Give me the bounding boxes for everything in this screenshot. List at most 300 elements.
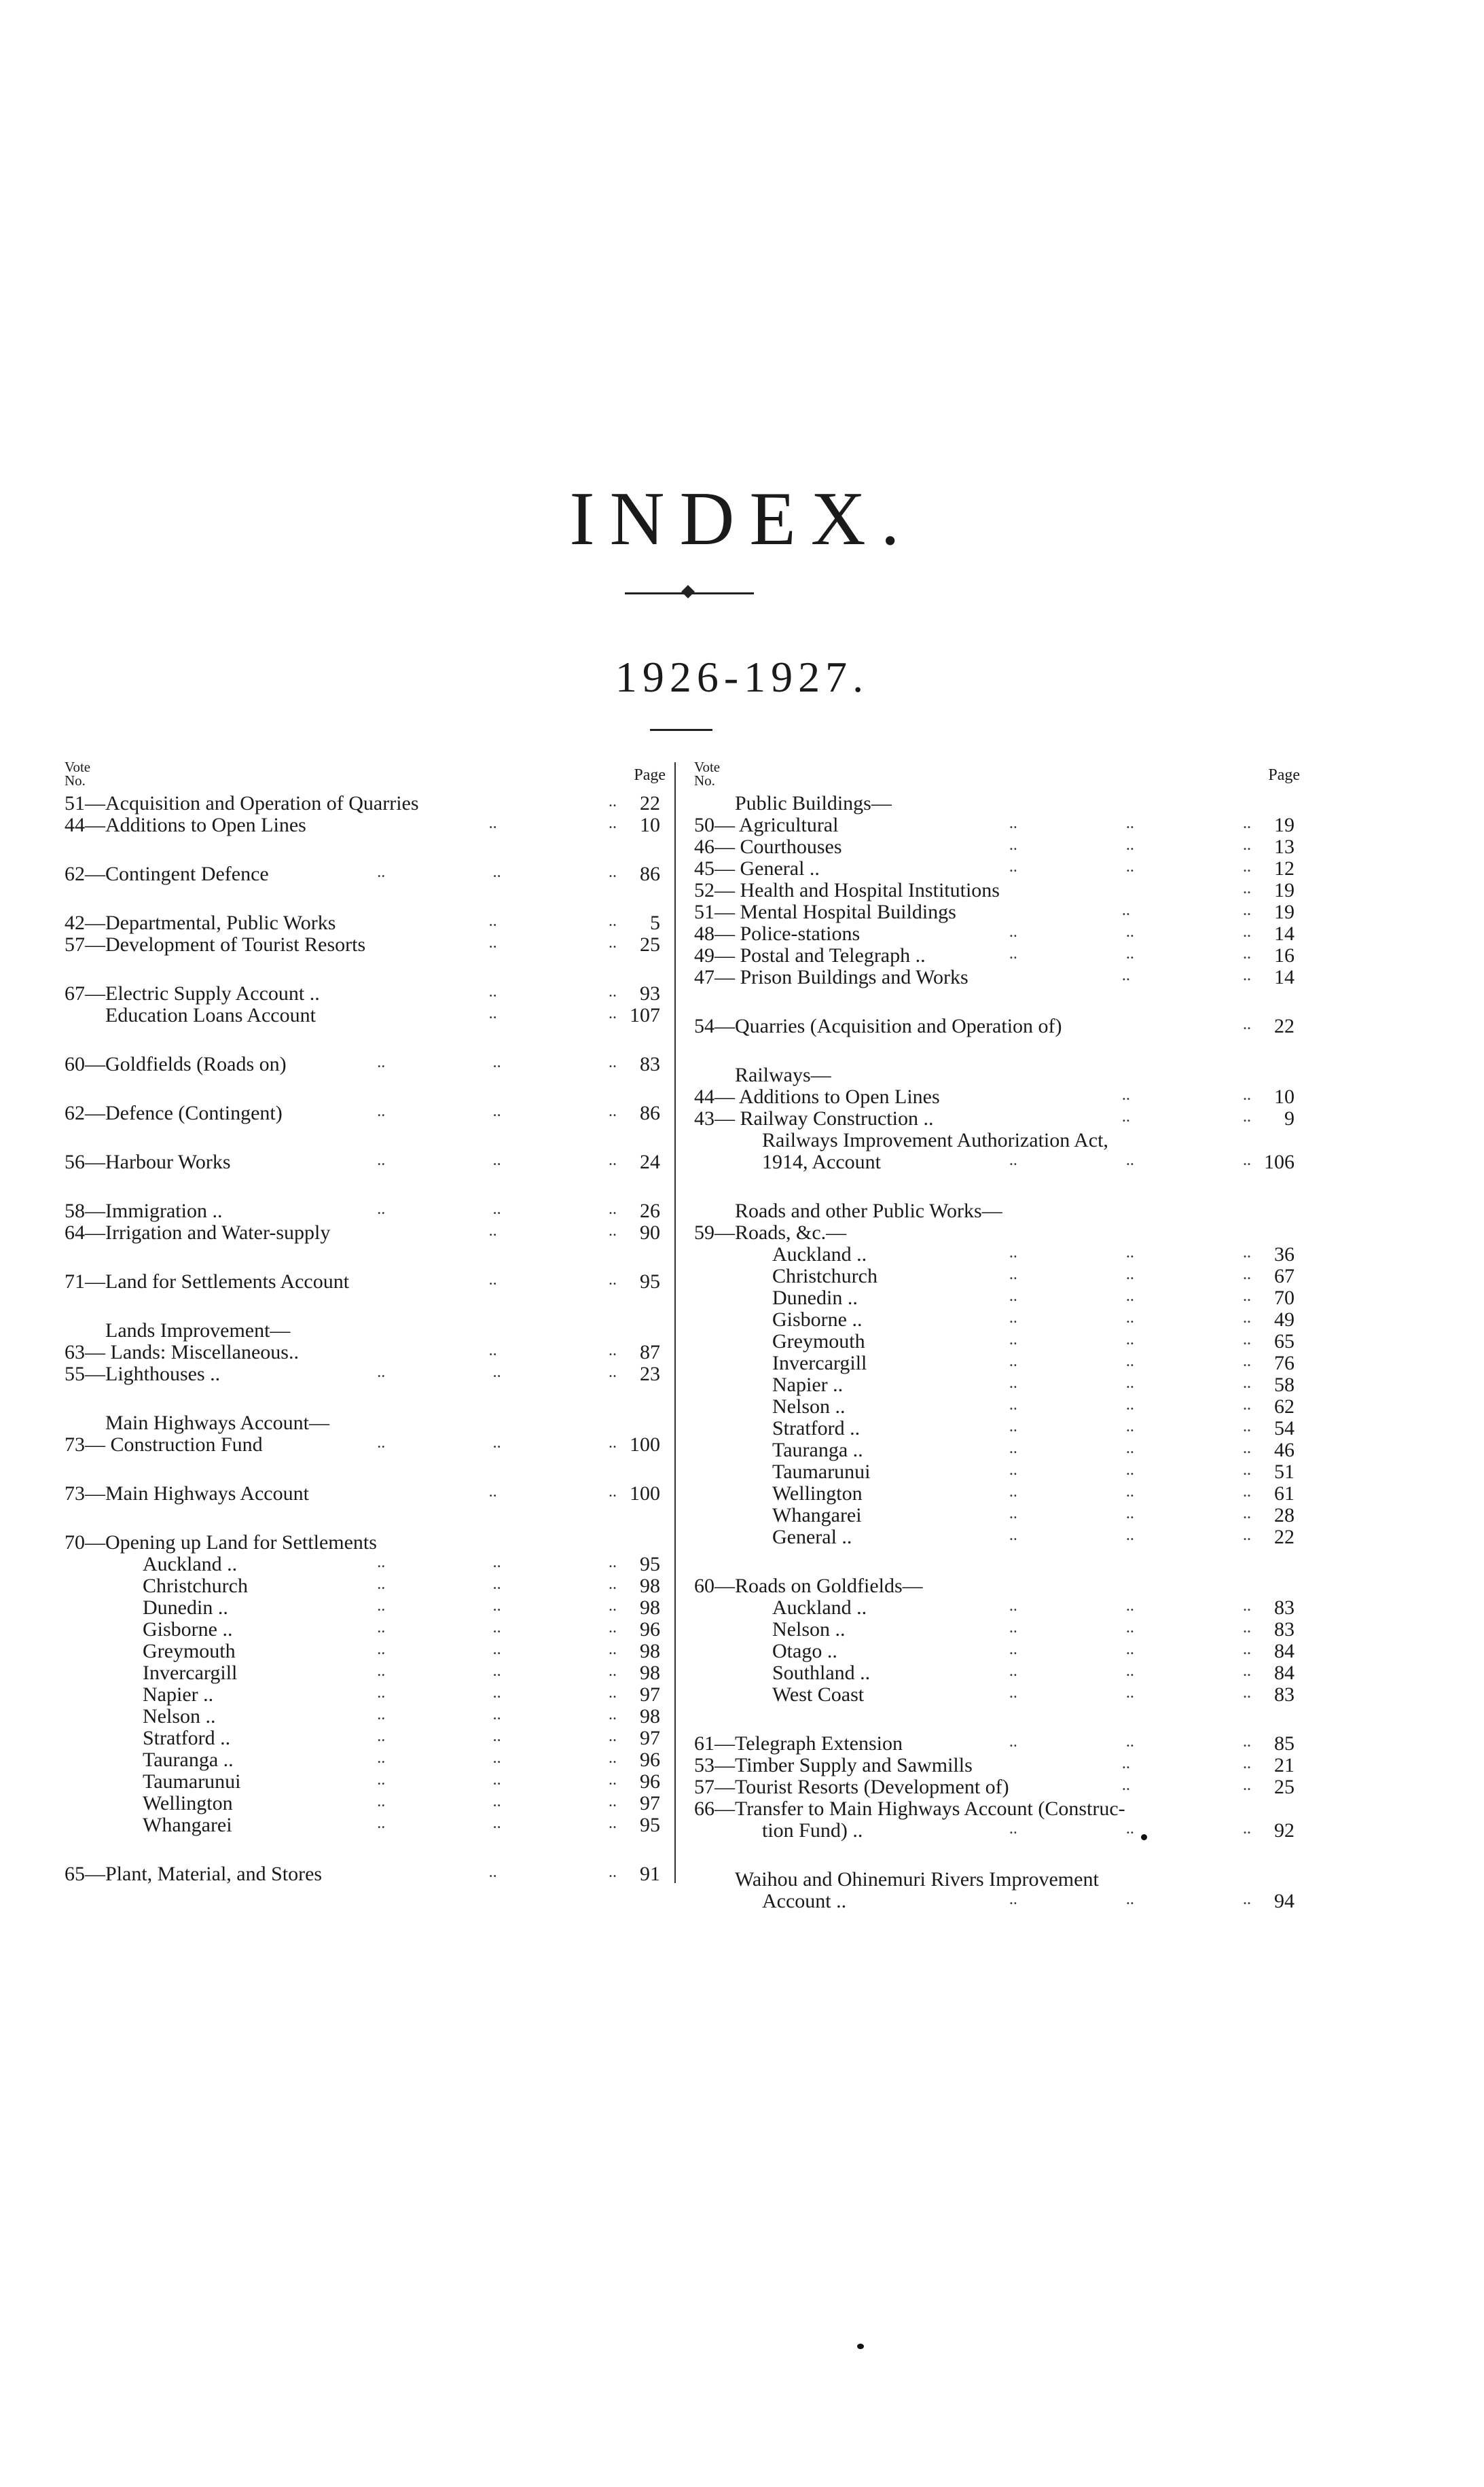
index-entry (65, 1641, 666, 1662)
leader-dots: .. .. .. (1009, 836, 1251, 854)
index-entry (65, 1200, 666, 1222)
entry-label: 57—Development of Tourist Resorts (65, 933, 366, 956)
entry-label: 57—Tourist Resorts (Development of) (694, 1776, 1009, 1798)
page-number: 83 (1274, 1618, 1295, 1641)
index-entry (694, 1396, 1300, 1418)
index-entry (65, 1103, 666, 1124)
index-entry (694, 1130, 1300, 1151)
page-number: 106 (1264, 1151, 1295, 1173)
page-number: 96 (640, 1749, 660, 1771)
entry-label: Dunedin .. (772, 1287, 858, 1309)
index-entry (694, 815, 1300, 836)
entry-label: Wellington (143, 1792, 233, 1814)
leader-dots: .. .. .. (377, 1554, 617, 1571)
page-number: 21 (1274, 1754, 1295, 1776)
leader-dots: .. .. (488, 934, 617, 952)
index-entry (694, 1597, 1300, 1619)
entry-label: Tauranga .. (143, 1749, 234, 1771)
entry-label: 49— Postal and Telegraph .. (694, 944, 926, 967)
page-number: 100 (630, 1482, 660, 1505)
page-number: 25 (640, 933, 660, 956)
index-entry (694, 1733, 1300, 1755)
index-entry (65, 1728, 666, 1749)
leader-dots: .. .. (488, 1863, 617, 1881)
leader-dots: .. .. .. (1009, 1820, 1251, 1838)
entry-label: 54—Quarries (Acquisition and Operation of) (694, 1015, 1062, 1037)
entry-label: Nelson .. (143, 1705, 216, 1728)
leader-dots: .. .. (1121, 901, 1251, 919)
entry-label: 73— Construction Fund (65, 1433, 263, 1456)
leader-dots: .. .. .. (1009, 1461, 1251, 1479)
index-entry (694, 1891, 1300, 1912)
page-number: 65 (1274, 1330, 1295, 1353)
entry-label: 59—Roads, &c.— (694, 1221, 847, 1244)
page-number: 98 (640, 1640, 660, 1662)
diamond-ornament-icon (681, 585, 695, 598)
entry-label: 65—Plant, Material, and Stores (65, 1863, 323, 1885)
entry-label: Invercargill (772, 1352, 867, 1374)
index-entry (694, 1662, 1300, 1684)
entry-label: 71—Land for Settlements Account (65, 1270, 350, 1293)
entry-label: 1914, Account (762, 1151, 881, 1173)
leader-dots: .. .. .. (377, 1793, 617, 1810)
leader-dots: .. .. .. (1009, 1396, 1251, 1414)
entry-label: Auckland .. (772, 1243, 867, 1266)
leader-dots: .. .. (1121, 1776, 1251, 1794)
leader-dots: .. .. .. (377, 1200, 617, 1218)
index-entry (694, 1016, 1300, 1037)
page-number: 97 (640, 1683, 660, 1706)
index-entry (694, 1483, 1300, 1505)
page-number: 83 (1274, 1596, 1295, 1619)
index-entry (694, 1776, 1300, 1798)
page-number: 76 (1274, 1352, 1295, 1374)
index-entry (694, 1222, 1300, 1244)
leader-dots: .. .. .. (377, 1363, 617, 1381)
leader-dots: .. .. .. (377, 1728, 617, 1745)
entry-label: Tauranga .. (772, 1439, 863, 1461)
entry-label: 48— Police-stations (694, 923, 861, 945)
page-number: 19 (1274, 879, 1295, 901)
leader-dots: .. .. .. (377, 1597, 617, 1615)
page-number: 13 (1274, 836, 1295, 858)
entry-label: 51— Mental Hospital Buildings (694, 901, 956, 923)
index-entry (65, 1434, 666, 1456)
index-entry (694, 1200, 1300, 1222)
entry-label: 58—Immigration .. (65, 1200, 223, 1222)
entry-label: Greymouth (772, 1330, 865, 1353)
page-number: 5 (650, 912, 660, 934)
page-number: 95 (640, 1553, 660, 1575)
entry-label: Christchurch (772, 1265, 877, 1287)
column-divider (674, 762, 676, 1883)
right-entries (694, 793, 1300, 1912)
index-entry (65, 1271, 666, 1293)
index-entry (694, 1575, 1300, 1597)
entry-label: 42—Departmental, Public Works (65, 912, 336, 934)
leader-dots: .. (609, 793, 617, 810)
index-entry (694, 1869, 1300, 1891)
index-entry (65, 815, 666, 836)
entry-label: Taumarunui (772, 1461, 871, 1483)
index-entry (65, 912, 666, 934)
page-number: 96 (640, 1618, 660, 1641)
page-number: 67 (1274, 1265, 1295, 1287)
index-entry (65, 1771, 666, 1793)
index-entry (694, 1461, 1300, 1483)
page-number: 90 (640, 1221, 660, 1244)
leader-dots: .. .. .. (377, 1434, 617, 1452)
index-entry (694, 1526, 1300, 1548)
index-entry (694, 1287, 1300, 1309)
entry-label: 56—Harbour Works (65, 1151, 231, 1173)
index-entry (694, 1086, 1300, 1108)
entry-label: 45— General .. (694, 857, 820, 880)
leader-dots: .. .. .. (1009, 1309, 1251, 1327)
index-entry (694, 1244, 1300, 1266)
leader-dots: .. .. (488, 983, 617, 1001)
leader-dots: .. .. .. (377, 1619, 617, 1636)
entry-label: 55—Lighthouses .. (65, 1363, 221, 1385)
index-entry (65, 1532, 666, 1554)
entry-label: Railways Improvement Authorization Act, (762, 1129, 1108, 1151)
entry-label: Whangarei (143, 1814, 232, 1836)
page-number: 70 (1274, 1287, 1295, 1309)
index-entry (694, 1755, 1300, 1776)
index-entry (694, 923, 1300, 945)
year-rule (650, 729, 712, 731)
entry-label: Main Highways Account— (105, 1412, 329, 1434)
entry-label: Education Loans Account (105, 1004, 316, 1026)
page-number: 84 (1274, 1640, 1295, 1662)
entry-label: 47— Prison Buildings and Works (694, 966, 969, 988)
index-entry (694, 1064, 1300, 1086)
entry-label: Stratford .. (772, 1417, 861, 1439)
right-column-header (694, 757, 1300, 793)
entry-label: Whangarei (772, 1504, 862, 1526)
page-number: 107 (630, 1004, 660, 1026)
entry-label: 64—Irrigation and Water-supply (65, 1221, 331, 1244)
entry-label: Christchurch (143, 1575, 248, 1597)
page-number: 51 (1274, 1461, 1295, 1483)
entry-label: Wellington (772, 1482, 863, 1505)
entry-label: 51—Acquisition and Operation of Quarries (65, 792, 419, 815)
leader-dots: .. .. .. (377, 1054, 617, 1071)
leader-dots: .. .. (1121, 1108, 1251, 1126)
leader-dots: .. .. .. (377, 1684, 617, 1702)
page-number: 36 (1274, 1243, 1295, 1266)
leader-dots: .. .. .. (377, 1151, 617, 1169)
leader-dots: .. .. .. (1009, 1353, 1251, 1370)
leader-dots: .. .. .. (1009, 1662, 1251, 1680)
page-number: 10 (1274, 1086, 1295, 1108)
index-entry (694, 1619, 1300, 1641)
page-number: 83 (640, 1053, 660, 1075)
page-number: 22 (640, 792, 660, 815)
entry-label: Gisborne .. (772, 1308, 863, 1331)
page-number: 24 (640, 1151, 660, 1173)
page-number: 84 (1274, 1662, 1295, 1684)
page-number: 94 (1274, 1890, 1295, 1912)
leader-dots: .. .. .. (1009, 1641, 1251, 1658)
entry-label: Southland .. (772, 1662, 871, 1684)
page-number: 49 (1274, 1308, 1295, 1331)
index-entry (65, 1749, 666, 1771)
entry-label: Roads and other Public Works— (735, 1200, 1002, 1222)
page-number: 97 (640, 1792, 660, 1814)
page-number: 22 (1274, 1526, 1295, 1548)
leader-dots: .. .. .. (1009, 1505, 1251, 1522)
leader-dots: .. .. .. (1009, 945, 1251, 963)
entry-label: Otago .. (772, 1640, 837, 1662)
leader-dots: .. .. .. (377, 863, 617, 881)
leader-dots: .. .. .. (1009, 1483, 1251, 1501)
entry-label: 62—Contingent Defence (65, 863, 269, 885)
leader-dots: .. .. (488, 1271, 617, 1289)
page-number: 92 (1274, 1819, 1295, 1842)
index-entry (694, 858, 1300, 880)
printer-mark (1141, 1834, 1147, 1840)
page-number: 87 (640, 1341, 660, 1363)
page-header: Page (1268, 766, 1300, 784)
entry-label: 44— Additions to Open Lines (694, 1086, 940, 1108)
entry-label: 63— Lands: Miscellaneous.. (65, 1341, 299, 1363)
index-entry (65, 1054, 666, 1075)
vote-no-header: Vote No. (694, 759, 721, 789)
leader-dots: .. .. .. (1009, 1733, 1251, 1751)
page-number: 19 (1274, 814, 1295, 836)
page-number: 98 (640, 1596, 660, 1619)
vote-no-header: Vote No. (65, 759, 91, 789)
left-index-column (65, 757, 666, 1885)
index-entry (694, 1641, 1300, 1662)
index-entry (65, 1005, 666, 1026)
index-entry (65, 983, 666, 1005)
leader-dots: .. .. .. (1009, 1266, 1251, 1283)
left-column-header (65, 757, 666, 793)
index-entry (694, 1820, 1300, 1842)
entry-label: Auckland .. (772, 1596, 867, 1619)
leader-dots: .. .. .. (1009, 1418, 1251, 1435)
entry-label: 67—Electric Supply Account .. (65, 982, 320, 1005)
page-number: 98 (640, 1662, 660, 1684)
leader-dots: .. .. .. (1009, 1526, 1251, 1544)
index-entry (694, 1505, 1300, 1526)
index-entry (65, 793, 666, 815)
entry-label: 53—Timber Supply and Sawmills (694, 1754, 973, 1776)
index-entry (694, 880, 1300, 901)
index-entry (694, 1798, 1300, 1820)
leader-dots: .. .. .. (1009, 923, 1251, 941)
leader-dots: .. .. .. (1009, 1287, 1251, 1305)
page-number: 28 (1274, 1504, 1295, 1526)
index-entry (694, 1151, 1300, 1173)
page-number: 95 (640, 1270, 660, 1293)
index-entry (694, 1374, 1300, 1396)
entry-label: Nelson .. (772, 1618, 846, 1641)
printer-mark (857, 2344, 864, 2349)
leader-dots: .. .. .. (377, 1771, 617, 1789)
entry-label: Account .. (762, 1890, 847, 1912)
leader-dots: .. .. .. (1009, 1597, 1251, 1615)
entry-label: Napier .. (772, 1374, 844, 1396)
page-number: 12 (1274, 857, 1295, 880)
entry-label: Taumarunui (143, 1770, 241, 1793)
index-entry (65, 1554, 666, 1575)
index-entry (694, 1353, 1300, 1374)
index-entry (694, 945, 1300, 967)
page-number: 86 (640, 1102, 660, 1124)
entry-label: Napier .. (143, 1683, 214, 1706)
index-entry (65, 1363, 666, 1385)
page-number: 23 (640, 1363, 660, 1385)
index-entry (694, 1266, 1300, 1287)
leader-dots: .. .. (1121, 1755, 1251, 1772)
leader-dots: .. .. .. (1009, 1891, 1251, 1908)
index-entry (694, 793, 1300, 815)
entry-label: West Coast (772, 1683, 865, 1706)
entry-label: 44—Additions to Open Lines (65, 814, 306, 836)
entry-label: Greymouth (143, 1640, 236, 1662)
leader-dots: .. .. (488, 1483, 617, 1501)
index-entry (694, 836, 1300, 858)
index-entry (65, 1662, 666, 1684)
page-number: 97 (640, 1727, 660, 1749)
entry-label: Dunedin .. (143, 1596, 228, 1619)
entry-label: 73—Main Highways Account (65, 1482, 309, 1505)
page-title: INDEX. (569, 477, 915, 561)
index-entry (65, 1483, 666, 1505)
index-entry (65, 934, 666, 956)
leader-dots: .. .. .. (377, 1641, 617, 1658)
page-number: 86 (640, 863, 660, 885)
leader-dots: .. .. .. (1009, 1374, 1251, 1392)
year-range: 1926-1927. (615, 653, 869, 701)
index-entry (694, 967, 1300, 988)
index-entry (65, 1575, 666, 1597)
leader-dots: .. .. .. (377, 1575, 617, 1593)
page-number: 46 (1274, 1439, 1295, 1461)
entry-label: 50— Agricultural (694, 814, 839, 836)
entry-label: 60—Roads on Goldfields— (694, 1575, 923, 1597)
leader-dots: .. .. .. (1009, 1439, 1251, 1457)
leader-dots: .. .. (1121, 1086, 1251, 1104)
page-number: 61 (1274, 1482, 1295, 1505)
leader-dots: .. (1242, 880, 1251, 897)
leader-dots: .. .. (488, 1342, 617, 1359)
entry-label: 70—Opening up Land for Settlements (65, 1531, 377, 1554)
page-number: 83 (1274, 1683, 1295, 1706)
index-entry (65, 863, 666, 885)
leader-dots: .. .. .. (1009, 1684, 1251, 1702)
page-number: 16 (1274, 944, 1295, 967)
page-number: 26 (640, 1200, 660, 1222)
leader-dots: .. .. .. (377, 1706, 617, 1723)
index-entry (694, 1108, 1300, 1130)
entry-label: 66—Transfer to Main Highways Account (Construc- (694, 1797, 1125, 1820)
page-number: 10 (640, 814, 660, 836)
entry-label: 52— Health and Hospital Institutions (694, 879, 1000, 901)
entry-label: 60—Goldfields (Roads on) (65, 1053, 287, 1075)
page-number: 62 (1274, 1395, 1295, 1418)
leader-dots: .. .. (488, 1005, 617, 1022)
entry-label: Public Buildings— (735, 792, 892, 815)
entry-label: Waihou and Ohinemuri Rivers Improvement (735, 1868, 1099, 1891)
leader-dots: .. .. (488, 815, 617, 832)
page-number: 14 (1274, 923, 1295, 945)
index-entry (65, 1684, 666, 1706)
page-number: 93 (640, 982, 660, 1005)
page-number: 19 (1274, 901, 1295, 923)
leader-dots: .. (1242, 1016, 1251, 1033)
leader-dots: .. .. .. (1009, 815, 1251, 832)
leader-dots: .. .. .. (377, 1749, 617, 1767)
page-number: 14 (1274, 966, 1295, 988)
leader-dots: .. .. .. (377, 1662, 617, 1680)
index-entry (694, 1684, 1300, 1706)
entry-label: Stratford .. (143, 1727, 231, 1749)
entry-label: 61—Telegraph Extension (694, 1732, 903, 1755)
page-header: Page (634, 766, 666, 784)
index-entry (694, 1331, 1300, 1353)
leader-dots: .. .. .. (1009, 1331, 1251, 1348)
leader-dots: .. .. .. (1009, 1151, 1251, 1169)
leader-dots: .. .. .. (1009, 1619, 1251, 1636)
left-entries (65, 793, 666, 1885)
index-entry (65, 1222, 666, 1244)
index-entry (694, 1439, 1300, 1461)
leader-dots: .. .. (488, 912, 617, 930)
page-number: 100 (630, 1433, 660, 1456)
page-number: 54 (1274, 1417, 1295, 1439)
leader-dots: .. .. .. (377, 1814, 617, 1832)
page-number: 85 (1274, 1732, 1295, 1755)
index-entry (694, 1309, 1300, 1331)
index-entry (65, 1793, 666, 1814)
entry-label: General .. (772, 1526, 852, 1548)
page-number: 98 (640, 1705, 660, 1728)
leader-dots: .. .. .. (377, 1103, 617, 1120)
entry-label: tion Fund) .. (762, 1819, 863, 1842)
leader-dots: .. .. (1121, 967, 1251, 984)
index-entry (65, 1706, 666, 1728)
leader-dots: .. .. (488, 1222, 617, 1240)
index-entry (65, 1151, 666, 1173)
page-number: 9 (1284, 1107, 1295, 1130)
right-index-column (694, 757, 1300, 1912)
index-entry (65, 1412, 666, 1434)
entry-label: 46— Courthouses (694, 836, 842, 858)
entry-label: Lands Improvement— (105, 1319, 291, 1342)
leader-dots: .. .. .. (1009, 1244, 1251, 1262)
entry-label: Auckland .. (143, 1553, 238, 1575)
index-entry (65, 1320, 666, 1342)
entry-label: 62—Defence (Contingent) (65, 1102, 283, 1124)
entry-label: Invercargill (143, 1662, 238, 1684)
entry-label: Nelson .. (772, 1395, 846, 1418)
page-number: 25 (1274, 1776, 1295, 1798)
entry-label: Railways— (735, 1064, 831, 1086)
index-entry (65, 1863, 666, 1885)
page-number: 96 (640, 1770, 660, 1793)
page-number: 95 (640, 1814, 660, 1836)
entry-label: Gisborne .. (143, 1618, 233, 1641)
leader-dots: .. .. .. (1009, 858, 1251, 876)
index-entry (694, 901, 1300, 923)
index-entry (694, 1418, 1300, 1439)
index-entry (65, 1814, 666, 1836)
page-number: 22 (1274, 1015, 1295, 1037)
